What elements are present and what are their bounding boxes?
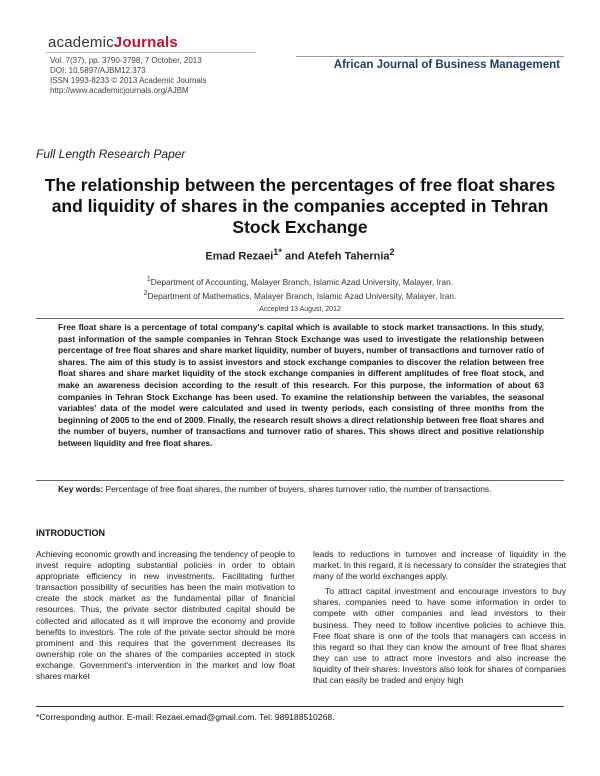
right-column bbox=[313, 549, 566, 686]
logo-text-academic: academic bbox=[48, 34, 114, 51]
affiliation-line bbox=[40, 274, 560, 288]
corresponding-author-footnote: *Corresponding author. E-mail: Rezaei.emad@gmail.com. Tel: 989188510268. bbox=[36, 712, 335, 722]
publication-meta bbox=[50, 56, 207, 96]
affiliations bbox=[40, 274, 560, 302]
section-heading-introduction: INTRODUCTION bbox=[36, 528, 105, 538]
abstract: Free float share is a percentage of total company's capital which is available to stock market transactions. In this study, past information of the sample companies in Tehran Stock Exchange was used to investigate the relationship between percentage of free float shares and share market liquidity, number of buyers, number of transactions and turnover ratio of shares. The aim of this study is to assist investors and stock exchange companies to discover the relation between free float shares and share market liquidity of the stock exchange companies in different amplitudes of free float stock, and make an awareness decision according to the result of this research. For this purpose, the information of about 63 companies in Tehran Stock Exchange has been used. To examine the relationship between the variables, the seasonal variables' data of the model were calculated and used in twenty periods, each consisting of three months from the beginning of 2005 to the end of 2009. Finally, the research result shows a direct relationship between free float shares and the number of buyers, number of transactions and turnover ratio of shares. This shows direct and positive relationship between liquidity and free float shares. bbox=[58, 322, 544, 448]
volume-line: Vol. 7(37), pp. 3790-3798, 7 October, 2013 bbox=[50, 56, 202, 65]
issn-line: ISSN 1993-8233 © 2013 Academic Journals bbox=[50, 76, 207, 85]
keywords-label: Key words: bbox=[58, 484, 104, 494]
journal-name: African Journal of Business Management bbox=[333, 59, 560, 71]
logo-divider bbox=[46, 52, 256, 53]
keywords-text: Percentage of free float shares, the number of buyers, shares turnover ratio, the number of transactions. bbox=[103, 484, 492, 494]
left-column bbox=[36, 549, 295, 682]
affiliation-text: Department of Accounting, Malayer Branch, Islamic Azad University, Malayer, Iran. bbox=[150, 276, 454, 287]
author-name: Atefeh Tahernia bbox=[307, 250, 390, 263]
affiliation-superscript: 2 bbox=[143, 289, 148, 297]
affiliation-superscript: 1 bbox=[146, 276, 151, 283]
author-superscript: 1* bbox=[273, 247, 282, 257]
affiliation-text: Department of Mathematics, Malayer Branch, Islamic Azad University, Malayer, Iran. bbox=[147, 290, 457, 301]
author-conjunction: and bbox=[281, 250, 308, 263]
logo-text-journals: Journals bbox=[113, 34, 178, 51]
journal-url-link[interactable]: http://www.academicjournals.org/AJBM bbox=[50, 86, 189, 95]
author-name: Emad Rezaei bbox=[205, 250, 274, 263]
body-paragraph: leads to reductions in turnover and increase of liquidity in the market. In this regard, it is necessary to consider the strategies that many of the world exchanges apply. bbox=[313, 549, 566, 582]
accepted-date: Accepted 13 August, 2012 bbox=[259, 306, 341, 313]
affiliation-line bbox=[40, 288, 560, 302]
publisher-logo bbox=[48, 34, 178, 51]
body-paragraph: To attract capital investment and encourage investors to buy shares, companies need to have some information in order to compete with other companies and lead investors to their business. They need to follow incentive policies to achieve this. Free float share is one of the tools that managers can access in this regard so that they can know the amount of free float shares they can use to attract more investors and also increase the liquidity of their shares. Investors also look for shares of companies that can easily be traded and enjoy high bbox=[313, 586, 566, 686]
author-list bbox=[40, 247, 560, 263]
keywords bbox=[58, 484, 544, 495]
footnote-divider bbox=[36, 706, 564, 707]
doi-line: DOI: 10.5897/AJBM12.373 bbox=[50, 66, 146, 75]
paper-type: Full Length Research Paper bbox=[36, 147, 186, 161]
body-paragraph: Achieving economic growth and increasing the tendency of people to invest require adopting substantial policies in order to obtain appropriate efficiency in new investments. Facilitating further transaction possibility of securities has been the main motivation to create the stock market as the fundamental pillar of financial resources. Thus, the private sector distributed capital should be collected and allocated as it will improve the economy and provide benefits to investors. The role of the private sector should be more prominent and this requires that the government decreases its ownership role on the shares of the companies accepted in stock exchange. Government's intervention in the market and low float shares market bbox=[36, 549, 295, 682]
paper-title: The relationship between the percentages of free float shares and liquidity of shares in the companies accepted in Tehran Stock Exchange bbox=[44, 175, 556, 237]
author-superscript: 2 bbox=[389, 247, 395, 257]
